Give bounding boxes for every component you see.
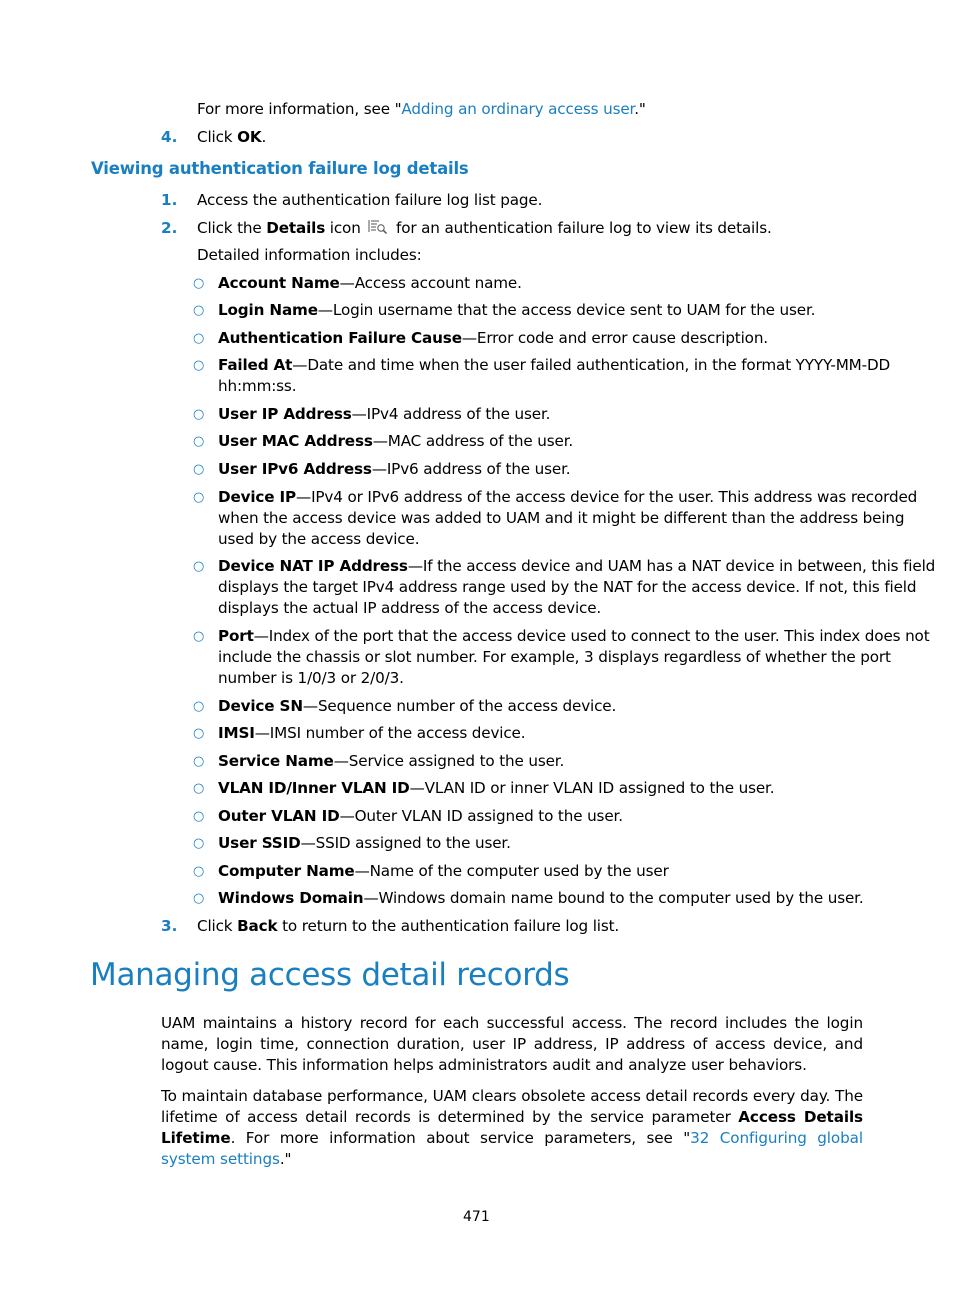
field-name: Login Name: [218, 301, 318, 319]
paragraph-lifetime: To maintain database performance, UAM clears obsolete access detail records every day. The lifetime of access detail records is determined by the service parameter Access Details Lifetime. For more information about service parameters, see "32 Configuring global system settings.": [161, 1087, 863, 1168]
field-item: [218, 806, 623, 827]
field-name: User MAC Address: [218, 432, 373, 450]
field-name: Failed At: [218, 356, 293, 374]
field-description: —Outer VLAN ID assigned to the user.: [339, 807, 623, 825]
field-name: User IPv6 Address: [218, 460, 372, 478]
field-name: User SSID: [218, 834, 301, 852]
bullet-icon: ○: [193, 490, 205, 505]
step-number: 1.: [161, 191, 178, 209]
detail-intro: Detailed information includes:: [197, 246, 422, 264]
field-item: [218, 556, 935, 577]
field-name: Windows Domain: [218, 889, 364, 907]
bullet-icon: ○: [193, 331, 205, 346]
field-name: Port: [218, 627, 254, 645]
field-description-continuation: hh:mm:ss.: [218, 377, 297, 395]
field-description-continuation: number is 1/0/3 or 2/0/3.: [218, 669, 404, 687]
bullet-icon: ○: [193, 726, 205, 741]
field-description: —VLAN ID or inner VLAN ID assigned to the user.: [409, 779, 775, 797]
field-description: —If the access device and UAM has a NAT device in between, this field: [407, 557, 936, 575]
field-name: IMSI: [218, 724, 255, 742]
field-description: —Windows domain name bound to the computer used by the user.: [363, 889, 864, 907]
field-name: Authentication Failure Cause: [218, 329, 462, 347]
access-details-lifetime-label: Access Details Lifetime: [161, 1108, 863, 1147]
field-item: [218, 431, 573, 452]
field-name: Device NAT IP Address: [218, 557, 408, 575]
step-3-text: Click Back to return to the authentication failure log list.: [197, 917, 620, 935]
field-description-continuation: include the chassis or slot number. For example, 3 displays regardless of whether the port: [218, 648, 891, 666]
field-item: [218, 723, 525, 744]
bullet-icon: ○: [193, 809, 205, 824]
field-description: —Login username that the access device sent to UAM for the user.: [317, 301, 816, 319]
field-item: [218, 459, 571, 480]
field-description: —Service assigned to the user.: [333, 752, 565, 770]
step-number: 2.: [161, 219, 178, 237]
field-description: —IPv6 address of the user.: [371, 460, 571, 478]
field-item: [218, 487, 917, 508]
section-title: Viewing authentication failure log details: [91, 159, 469, 178]
field-name: VLAN ID/Inner VLAN ID: [218, 779, 410, 797]
step-number: 3.: [161, 917, 178, 935]
field-item: [218, 626, 930, 647]
bullet-icon: ○: [193, 303, 205, 318]
field-description-continuation: displays the actual IP address of the access device.: [218, 599, 602, 617]
field-description: —SSID assigned to the user.: [300, 834, 511, 852]
field-name: Outer VLAN ID: [218, 807, 340, 825]
field-name: User IP Address: [218, 405, 352, 423]
step-2-text: Click the Details icon for an authentication failure log to view its details.: [197, 219, 772, 237]
field-description: —Name of the computer used by the user: [354, 862, 669, 880]
field-description: —Date and time when the user failed authentication, in the format YYYY-MM-DD: [292, 356, 891, 374]
ok-label: OK: [237, 128, 262, 146]
field-description-continuation: used by the access device.: [218, 530, 420, 548]
bullet-icon: ○: [193, 754, 205, 769]
field-description-continuation: when the access device was added to UAM and it might be different than the address being: [218, 509, 905, 527]
field-description-continuation: displays the target IPv4 address range used by the NAT for the access device. If not, this field: [218, 578, 917, 596]
configuring-global-system-settings-link[interactable]: 32 Configuring global system settings: [161, 1129, 863, 1168]
field-item: [218, 300, 815, 321]
step-number: 4.: [161, 128, 178, 146]
field-name: Service Name: [218, 752, 334, 770]
bullet-icon: ○: [193, 462, 205, 477]
back-label: Back: [237, 917, 278, 935]
step-4-text: Click OK.: [197, 128, 267, 146]
intro-reference: For more information, see "Adding an ordinary access user.": [197, 100, 646, 118]
page-heading: Managing access detail records: [90, 957, 570, 993]
bullet-icon: ○: [193, 864, 205, 879]
field-item: [218, 751, 564, 772]
page-number: 471: [463, 1209, 490, 1225]
field-description: —IMSI number of the access device.: [254, 724, 526, 742]
bullet-icon: ○: [193, 891, 205, 906]
field-item: [218, 404, 550, 425]
details-magnifier-icon: [367, 219, 389, 235]
step-1-text: Access the authentication failure log list page.: [197, 191, 543, 209]
field-description: —IPv4 address of the user.: [351, 405, 551, 423]
field-description: —IPv4 or IPv6 address of the access device for the user. This address was recorded: [296, 488, 918, 506]
field-description: —Error code and error cause description.: [461, 329, 768, 347]
bullet-icon: ○: [193, 559, 205, 574]
field-name: Device SN: [218, 697, 303, 715]
field-item: [218, 861, 669, 882]
field-item: [218, 696, 616, 717]
paragraph-history: UAM maintains a history record for each successful access. The record includes the login name, login time, connection duration, user IP address, IP address of access device, and logout cause. This information helps administrators audit and analyze user behaviors.: [161, 1014, 863, 1074]
bullet-icon: ○: [193, 407, 205, 422]
field-item: [218, 833, 511, 854]
bullet-icon: ○: [193, 836, 205, 851]
field-item: [218, 355, 890, 376]
bullet-icon: ○: [193, 629, 205, 644]
bullet-icon: ○: [193, 781, 205, 796]
field-description: —Sequence number of the access device.: [302, 697, 617, 715]
field-name: Account Name: [218, 274, 340, 292]
field-description: —MAC address of the user.: [372, 432, 574, 450]
bullet-icon: ○: [193, 358, 205, 373]
field-name: Device IP: [218, 488, 297, 506]
field-name: Computer Name: [218, 862, 355, 880]
field-description: —Access account name.: [339, 274, 522, 292]
details-label: Details: [266, 219, 326, 237]
field-description: —Index of the port that the access device used to connect to the user. This index does not: [253, 627, 930, 645]
bullet-icon: ○: [193, 434, 205, 449]
field-item: [218, 328, 768, 349]
field-item: [218, 778, 774, 799]
bullet-icon: ○: [193, 276, 205, 291]
adding-ordinary-access-user-link[interactable]: Adding an ordinary access user: [401, 100, 635, 118]
bullet-icon: ○: [193, 699, 205, 714]
field-item: [218, 888, 864, 909]
field-item: [218, 273, 522, 294]
